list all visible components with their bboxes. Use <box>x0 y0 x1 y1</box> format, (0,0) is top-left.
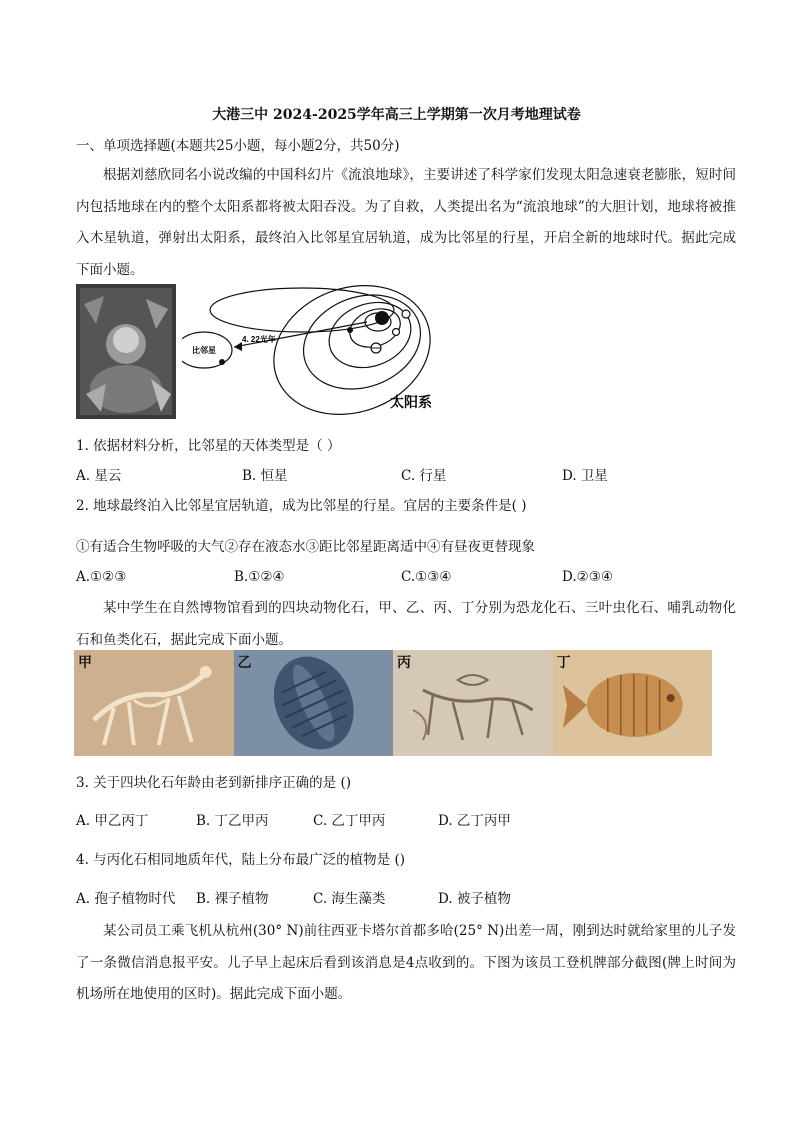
q3-option-a[interactable]: A. 甲乙丙丁 <box>76 813 149 829</box>
solar-system-label: 太阳系 <box>390 394 432 410</box>
q4-option-a[interactable]: A. 孢子植物时代 <box>76 891 176 907</box>
trilobite-fossil-graphic <box>234 650 394 756</box>
fossil-yi-image <box>234 650 394 756</box>
question-1-stem: 1. 依据材料分析，比邻星的天体类型是（ ） <box>76 438 341 454</box>
fossil-label-jia: 甲 <box>78 655 92 671</box>
q1-option-a[interactable]: A. 星云 <box>76 468 122 484</box>
q1-option-d[interactable]: D. 卫星 <box>562 468 608 484</box>
q3-option-b[interactable]: B. 丁乙甲丙 <box>196 813 269 829</box>
q3-option-d[interactable]: D. 乙丁丙甲 <box>438 813 511 829</box>
proxima-label: 比邻星 <box>192 346 216 355</box>
passage-wandering-earth: 根据刘慈欣同名小说改编的中国科幻片《流浪地球》，主要讲述了科学家们发现太阳急速衰老膨胀，短时间内包括地球在内的整个太阳系都将被太阳吞没。为了自救，人类提出名为“流浪地球”的大胆计划，地球将被推入木星轨道，弹射出太阳系，最终泊入比邻星宜居轨道，成为比邻星的行星，开启全新的地球时代。据此完成下面小题。 <box>76 167 736 278</box>
question-2-conditions: ①有适合生物呼吸的大气②存在液态水③距比邻星距离适中④有昼夜更替现象 <box>76 539 535 555</box>
question-4-stem: 4. 与丙化石相同地质年代，陆上分布最广泛的植物是 () <box>76 852 405 868</box>
fossil-ding-image <box>553 650 713 756</box>
q4-option-d[interactable]: D. 被子植物 <box>438 891 511 907</box>
q2-option-d[interactable]: D.②③④ <box>562 569 613 585</box>
mammal-fossil-graphic <box>393 650 553 756</box>
fish-fossil-graphic <box>553 650 713 756</box>
distance-label: 4. 22光年 <box>242 335 276 344</box>
passage-business-trip: 某公司员工乘飞机从杭州(30° N)前往西亚卡塔尔首都多哈(25° N)出差一周，刚到达时就给家里的儿子发了一条微信消息报平安。儿子早上起床后看到该消息是4点收到的。下图为该员工登机牌部分截图(牌上时间为机场所在地使用的区时)。据此完成下面小题。 <box>76 923 736 1002</box>
fossil-bing-image <box>393 650 553 756</box>
q2-option-b[interactable]: B.①②④ <box>234 569 285 585</box>
passage-fossils: 某中学生在自然博物馆看到的四块动物化石，甲、乙、丙、丁分别为恐龙化石、三叶虫化石、哺乳动物化石和鱼类化石，据此完成下面小题。 <box>76 600 736 648</box>
question-3-stem: 3. 关于四块化石年龄由老到新排序正确的是 () <box>76 775 351 791</box>
q2-option-a[interactable]: A.①②③ <box>76 569 127 585</box>
q3-option-c[interactable]: C. 乙丁甲丙 <box>313 813 386 829</box>
dinosaur-fossil-graphic <box>74 650 234 756</box>
fossil-label-ding: 丁 <box>556 655 571 671</box>
fossil-label-bing: 丙 <box>397 655 411 671</box>
exam-title: 大港三中 2024-2025学年高三上学期第一次月考地理试卷 <box>212 107 581 123</box>
orbit-diagram <box>182 280 442 420</box>
q4-option-c[interactable]: C. 海生藻类 <box>313 891 386 907</box>
movie-still-image <box>76 284 176 419</box>
fossil-images <box>74 650 712 756</box>
fossil-label-yi: 乙 <box>237 655 252 671</box>
q1-option-c[interactable]: C. 行星 <box>401 468 447 484</box>
fossil-jia-image <box>74 650 234 756</box>
movie-still-graphic <box>76 284 176 419</box>
q1-option-b[interactable]: B. 恒星 <box>242 468 288 484</box>
q4-option-b[interactable]: B. 裸子植物 <box>196 891 269 907</box>
question-2-stem: 2. 地球最终泊入比邻星宜居轨道，成为比邻星的行星。宜居的主要条件是( ) <box>76 498 527 514</box>
q2-option-c[interactable]: C.①③④ <box>401 569 452 585</box>
section-heading: 一、单项选择题(本题共25小题，每小题2分，共50分) <box>76 138 400 154</box>
